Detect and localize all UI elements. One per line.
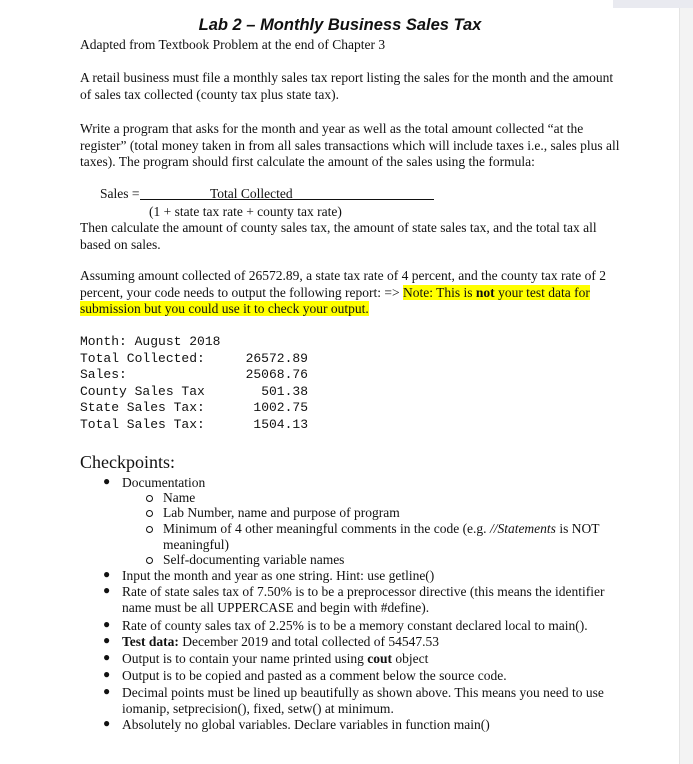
bullet-icon: ●	[103, 650, 111, 664]
page-title: Lab 2 – Monthly Business Sales Tax	[198, 16, 482, 34]
task-paragraph	[80, 121, 640, 171]
example-line-1: Assuming amount collected of 26572.89, a state tax rate of 4 percent, and the county tax rate of 2	[80, 268, 606, 283]
report-label: Total Collected:	[80, 350, 205, 366]
cp-sub-lab: Lab Number, name and purpose of program	[163, 505, 400, 520]
task-line-1: Write a program that asks for the month and year as well as the total amount collected “at the	[80, 121, 584, 136]
cp-test-data-text: December 2019 and total collected of 54547.53	[178, 634, 440, 649]
circle-bullet-icon	[146, 557, 153, 564]
note-text-b: your test data for	[494, 284, 590, 300]
report-label: State Sales Tax:	[80, 400, 205, 415]
report-row	[80, 351, 308, 368]
intro-line-2: of sales tax collected (county tax plus state tax).	[80, 86, 340, 102]
sample-report	[80, 334, 310, 434]
circle-bullet-icon	[146, 495, 153, 502]
example-line-3	[80, 301, 640, 318]
report-value: 1002.75	[253, 400, 308, 415]
bullet-icon: ●	[103, 567, 111, 581]
bullet-icon: ●	[103, 684, 111, 698]
viewer-top-strip	[613, 0, 693, 8]
task-line-3: taxes). The program should first calculate the amount of the sales using the formula:	[80, 154, 535, 169]
cp-county-rate: Rate of county sales tax of 2.25% is to be a memory constant declared local to main().	[122, 618, 588, 633]
cp-input: Input the month and year as one string. Hint: use getline()	[122, 568, 435, 583]
report-value: 26572.89	[245, 350, 308, 366]
cp-output-text-a: Output is to contain your name printed using	[122, 651, 368, 666]
note-highlight	[403, 285, 590, 300]
report-value: 501.38	[261, 383, 308, 399]
cp-sub-min	[163, 521, 603, 537]
vertical-scrollbar[interactable]	[679, 0, 693, 764]
formula-label: Sales =	[100, 186, 140, 201]
formula-numerator: Total Collected	[210, 186, 293, 201]
checkpoints-heading: Checkpoints:	[80, 452, 175, 472]
report-value: 1504.13	[253, 416, 308, 432]
then-paragraph	[80, 220, 628, 253]
cp-sub-min-italic: //Statements	[489, 521, 556, 536]
cp-sub-min-text-a: Minimum of 4 other meaningful comments in the code (e.g.	[163, 521, 490, 536]
note-highlight-line-3: submission but you could use it to check your output.	[80, 301, 369, 316]
example-line-2-text: percent, your code needs to output the following report: =>	[80, 284, 404, 300]
formula-fraction-bar	[140, 199, 434, 200]
cp-test-data-label: Test data:	[122, 634, 179, 649]
cp-sub-min-text-b: is NOT	[555, 521, 600, 536]
cp-sub-min-cont: meaningful)	[163, 536, 229, 552]
report-month-line	[80, 334, 308, 351]
then-line-1: Then calculate the amount of county sales tax, the amount of state sales tax, and the total tax all	[80, 220, 597, 235]
report-row	[80, 384, 308, 401]
cp-copy: Output is to be copied and pasted as a comment below the source code.	[122, 668, 507, 683]
task-line-2: register” (total money taken in from all sales transactions which will include taxes i.e., sales plus all	[80, 137, 620, 153]
bullet-icon: ●	[103, 716, 111, 730]
cp-decimal: Decimal points must be lined up beautifully as shown above. This means you need to use	[122, 685, 604, 700]
example-line-2	[80, 285, 640, 302]
report-label: Sales:	[80, 367, 127, 382]
cp-test-data	[122, 634, 439, 650]
report-month: Month: August 2018	[80, 334, 221, 349]
report-row	[80, 367, 308, 384]
cp-sub-name: Name	[163, 490, 196, 505]
report-row	[80, 417, 308, 434]
cp-state-rate-cont: name must be all UPPERCASE and begin with #define).	[122, 599, 430, 615]
circle-bullet-icon	[146, 510, 153, 517]
example-paragraph	[80, 268, 640, 318]
bullet-icon: ●	[103, 474, 111, 488]
circle-bullet-icon	[146, 526, 153, 533]
intro-paragraph	[80, 70, 628, 103]
cp-sub-self: Self-documenting variable names	[163, 552, 345, 567]
bullet-icon: ●	[103, 667, 111, 681]
bullet-icon: ●	[103, 617, 111, 631]
bullet-icon: ●	[103, 583, 111, 597]
formula-denominator: (1 + state tax rate + county tax rate)	[149, 204, 342, 219]
then-line-2: based on sales.	[80, 236, 161, 252]
intro-line-1: A retail business must file a monthly sales tax report listing the sales for the month and the amount	[80, 70, 614, 85]
cp-output-bold: cout	[367, 651, 392, 666]
bullet-icon: ●	[103, 633, 111, 647]
cp-state-rate: Rate of state sales tax of 7.50% is to be a preprocessor directive (this means the identifier	[122, 584, 605, 599]
report-label: County Sales Tax	[80, 383, 205, 399]
cp-decimal-cont: iomanip, setprecision(), fixed, setw() at minimum.	[122, 700, 394, 716]
note-bold: not	[475, 284, 495, 300]
cp-output	[122, 651, 428, 667]
subtitle: Adapted from Textbook Problem at the end of Chapter 3	[80, 37, 386, 52]
cp-documentation: Documentation	[122, 475, 206, 490]
cp-output-text-b: object	[391, 651, 429, 666]
report-value: 25068.76	[245, 367, 308, 382]
report-label: Total Sales Tax:	[80, 416, 205, 432]
report-row	[80, 400, 308, 417]
note-text-a: Note: This is	[403, 284, 476, 300]
cp-globals: Absolutely no global variables. Declare variables in function main()	[122, 717, 490, 732]
